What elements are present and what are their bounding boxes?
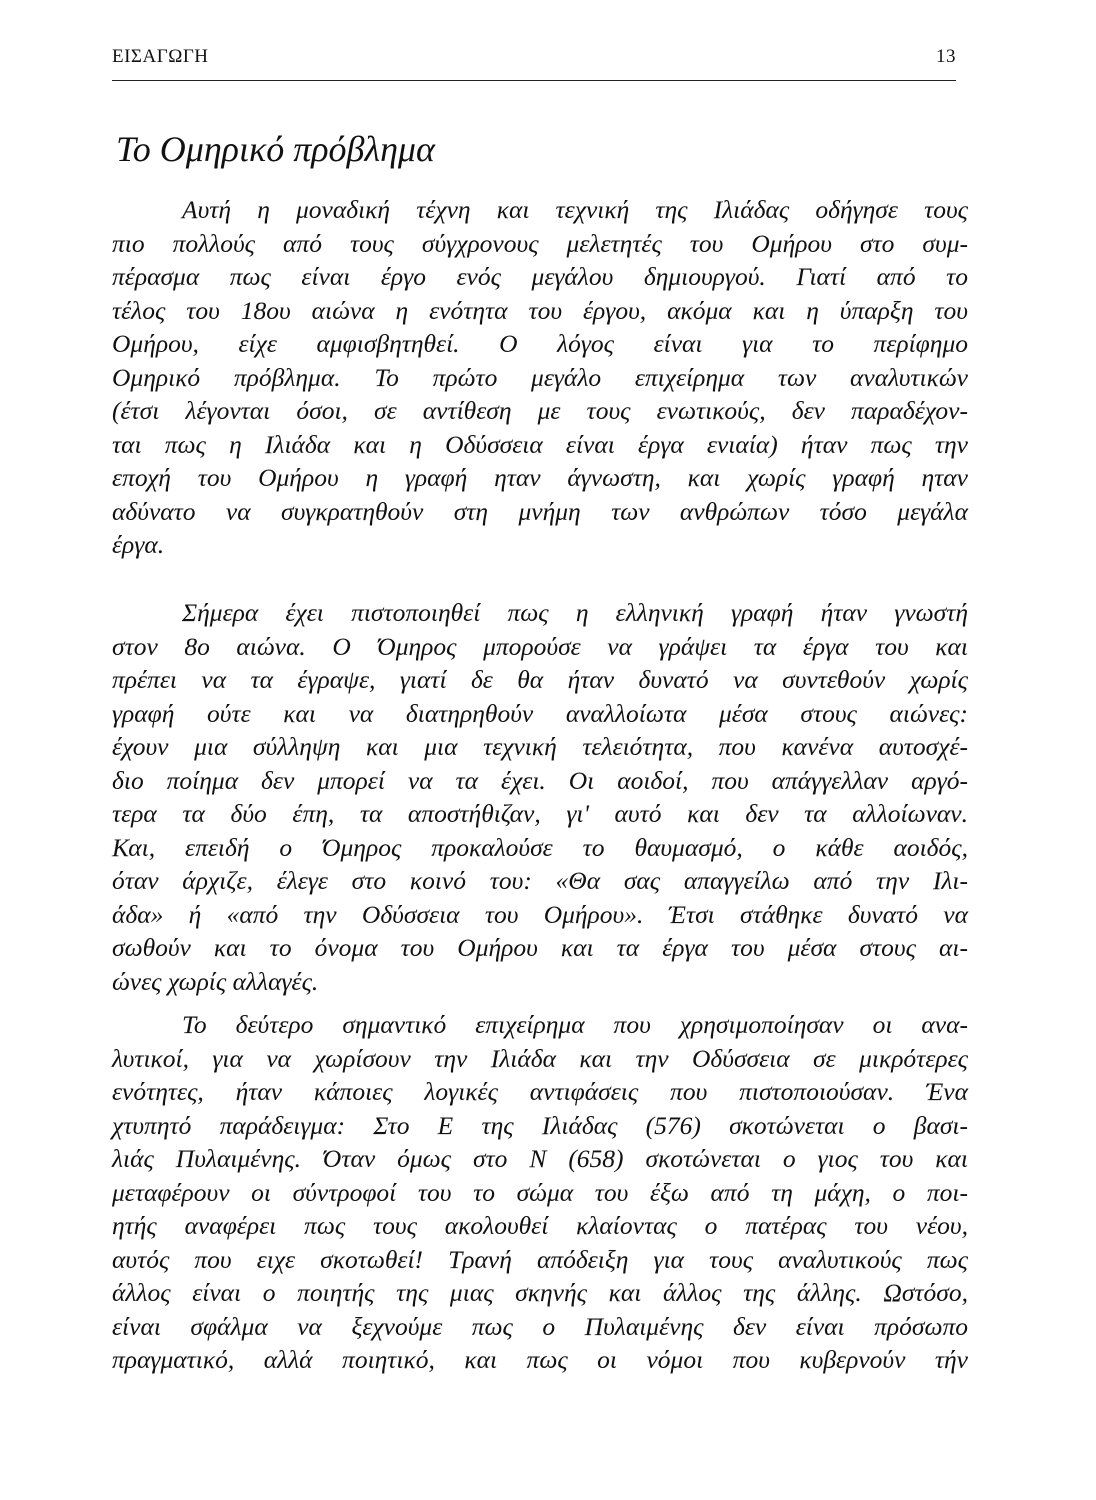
header-rule [112, 80, 956, 81]
paragraph-2 [112, 596, 968, 998]
text-line: σωθούν και το όνομα του Ομήρου και τα έργα του μέσα στους αι- [112, 933, 968, 962]
text-line: Το δεύτερο σημαντικό επιχείρημα που χρησιμοποίησαν οι ανα- [182, 1010, 968, 1039]
text-line: αδύνατο να συγκρατηθούν στη μνήμη των ανθρώπων τόσο μεγάλα [112, 496, 968, 526]
text-line: Ομηρικό πρόβλημα. Το πρώτο μεγάλο επιχείρημα των αναλυτικών [112, 362, 968, 392]
text-line: χτυπητό παράδειγμα: Στο Ε της Ιλιάδας (576) σκοτώνεται ο βασι- [112, 1110, 968, 1140]
text-line: Σήμερα έχει πιστοποιηθεί πως η ελληνική γραφή ήταν γνωστή [182, 598, 968, 627]
text-line: μεταφέρουν οι σύντροφοί του το σώμα του έξω από τη μάχη, ο ποι- [112, 1177, 968, 1207]
text-line: τερα τα δύο έπη, τα αποστήθιζαν, γι' αυτό και δεν τα αλλοίωναν. [112, 799, 968, 828]
running-head: ΕΙΣΑΓΩΓΗ [112, 46, 209, 67]
text-line: πραγματικό, αλλά ποιητικό, και πως οι νόμοι που κυβερνούν τήν [112, 1345, 968, 1374]
section-title: Το Ομηρικό πρόβλημα [116, 129, 435, 169]
text-line: άλλος είναι ο ποιητής της μιας σκηνής και άλλος της άλλης. Ωστόσο, [112, 1278, 968, 1307]
text-line: όταν άρχιζε, έλεγε στο κοινό του: «Θα σας απαγγείλω από την Ιλι- [112, 866, 968, 895]
text-line: ενότητες, ήταν κάποιες λογικές αντιφάσεις που πιστοποιούσαν. Ένα [112, 1077, 968, 1106]
text-line: είναι σφάλμα να ξεχνούμε πως ο Πυλαιμένης δεν είναι πρόσωπο [112, 1311, 968, 1341]
text-line: ητής αναφέρει πως τους ακολουθεί κλαίοντας ο πατέρας του νέου, [112, 1211, 968, 1240]
text-line: έργα. [112, 530, 165, 559]
paragraph-1 [112, 193, 968, 562]
text-line: Αυτή η μοναδική τέχνη και τεχνική της Ιλιάδας οδήγησε τους [182, 195, 968, 224]
text-line: στον 8ο αιώνα. Ο Όμηρος μπορούσε να γράψει τα έργα του και [112, 631, 968, 661]
text-line: πέρασμα πως είναι έργο ενός μεγάλου δημιουργού. Γιατί από το [112, 262, 968, 291]
page-number: 13 [936, 46, 956, 67]
text-line: ται πως η Ιλιάδα και η Οδύσσεια είναι έργα ενιαία) ήταν πως την [112, 429, 968, 459]
text-line: διο ποίημα δεν μπορεί να τα έχει. Οι αοιδοί, που απάγγελλαν αργό- [112, 765, 968, 795]
text-line: πρέπει να τα έγραψε, γιατί δε θα ήταν δυνατό να συντεθούν χωρίς [112, 665, 968, 694]
text-line: λιάς Πυλαιμένης. Όταν όμως στο Ν (658) σκοτώνεται ο γιος του και [112, 1144, 968, 1173]
text-line: εποχή του Ομήρου η γραφή ηταν άγνωστη, και χωρίς γραφή ηταν [112, 463, 968, 492]
text-line: γραφή ούτε και να διατηρηθούν αναλλοίωτα μέσα στους αιώνες: [112, 698, 968, 728]
text-line: έχουν μια σύλληψη και μια τεχνική τελειότητα, που κανένα αυτοσχέ- [112, 732, 968, 761]
text-line: (έτσι λέγονται όσοι, σε αντίθεση με τους ενωτικούς, δεν παραδέχον- [112, 396, 968, 425]
text-line: ώνες χωρίς αλλαγές. [112, 966, 319, 996]
paragraph-3 [112, 1008, 968, 1377]
text-line: λυτικοί, για να χωρίσουν την Ιλιάδα και την Οδύσσεια σε μικρότερες [112, 1043, 968, 1073]
text-line: Ομήρου, είχε αμφισβητηθεί. Ο λόγος είναι για το περίφημο [112, 329, 968, 358]
text-line: πιο πολλούς από τους σύγχρονους μελετητές του Ομήρου στο συμ- [112, 228, 968, 258]
text-line: άδα» ή «από την Οδύσσεια του Ομήρου». Έτσι στάθηκε δυνατό να [112, 899, 968, 929]
text-line: Και, επειδή ο Όμηρος προκαλούσε το θαυμασμό, ο κάθε αοιδός, [112, 832, 968, 862]
text-line: αυτός που ειχε σκοτωθεί! Τρανή απόδειξη για τους αναλυτικούς πως [112, 1244, 968, 1274]
text-line: τέλος του 18ου αιώνα η ενότητα του έργου, ακόμα και η ύπαρξη του [112, 295, 968, 325]
